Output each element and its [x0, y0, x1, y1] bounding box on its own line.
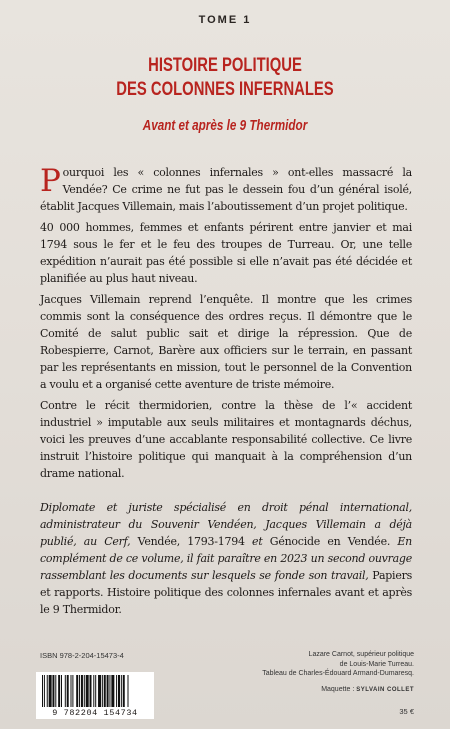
drop-cap: P [40, 163, 61, 199]
tome-label: TOME 1 [198, 14, 252, 26]
credit-line-2: de Louis-Marie Turreau. [339, 660, 414, 668]
credit-line-3: Tableau de Charles-Édouard Armand-Dumaresq. [262, 670, 414, 677]
blurb [40, 164, 412, 486]
title-line-2: DES COLONNES INFERNALES [116, 79, 334, 100]
barcode [36, 672, 154, 719]
blurb-paragraph-2: 40 000 hommes, femmes et enfants périrent entre janvier et mai 1794 sous le fer et le feu des troupes de Turreau. Or, une telle expédition n’aurait pas été possible si elle n’avait pas été décidée et planifiée au plus haut niveau. [40, 221, 412, 285]
bio-title-3: Papiers et rapports. Histoire politique des colonnes infernales avant et après le 9 Thermidor [40, 569, 412, 616]
bio-title-1: Vendée, 1793-1794 [137, 535, 245, 548]
image-credit [214, 650, 414, 679]
price: 35 € [399, 707, 414, 716]
bio-text-4: . [118, 603, 122, 616]
barcode-digits: 9 782204 154734 [52, 708, 138, 718]
bio-text-2: et [244, 535, 270, 548]
bio-text-1: Diplomate et juriste spécialisé en droit pénal international, administrateur du Souvenir Vendéen, Jacques Villemain a déjà publié, au Cerf, [40, 501, 412, 548]
bio-title-2: Génocide en Vendée [269, 535, 387, 548]
designer-logo: SYLVAIN COLLET [356, 687, 414, 693]
barcode-bars [42, 675, 148, 707]
author-bio [40, 499, 412, 618]
blurb-paragraph-1 [40, 164, 412, 215]
isbn-text: ISBN 978-2-204-15473-4 [40, 651, 124, 660]
blurb-paragraph-1-text: ourquoi les « colonnes infernales » ont-elles massacré la Vendée? Ce crime ne fut pas le dessein fou d’un général isolé, établit Jacques Villemain, mais l’aboutissement d’un projet politique. [40, 166, 412, 213]
maquette-label: Maquette : [321, 686, 355, 693]
design-credit [321, 686, 414, 693]
book-title [50, 54, 401, 102]
blurb-paragraph-3: Jacques Villemain reprend l’enquête. Il montre que les crimes commis sont la conséquence des ordres reçus. Il démontre que le Comité de salut public sait et dirige la répression. Que de Robespierre, Carnot, Barère aux officiers sur le terrain, en passant par les représentants en mission, tout le personnel de la Convention a voulu et a organisé cette aventure de triste mémoire. [40, 293, 412, 391]
book-subtitle: Avant et après le 9 Thermidor [142, 117, 308, 134]
bio-text-3: . En complément de ce volume, il fait paraître en 2023 un second ouvrage rassemblant les documents sur lesquels se fonde son travail, [40, 535, 412, 582]
blurb-paragraph-4: Contre le récit thermidorien, contre la thèse de l’« accident industriel » imputable aux seuls militaires et montagnards déchus, voici les preuves d’une accablante responsabilité collective. Ce livre instruit l’histoire politique qui manquait à la compréhension d’un drame national. [40, 399, 412, 480]
credit-line-1: Lazare Carnot, supérieur politique [308, 651, 414, 658]
title-line-1: HISTOIRE POLITIQUE [148, 55, 302, 76]
